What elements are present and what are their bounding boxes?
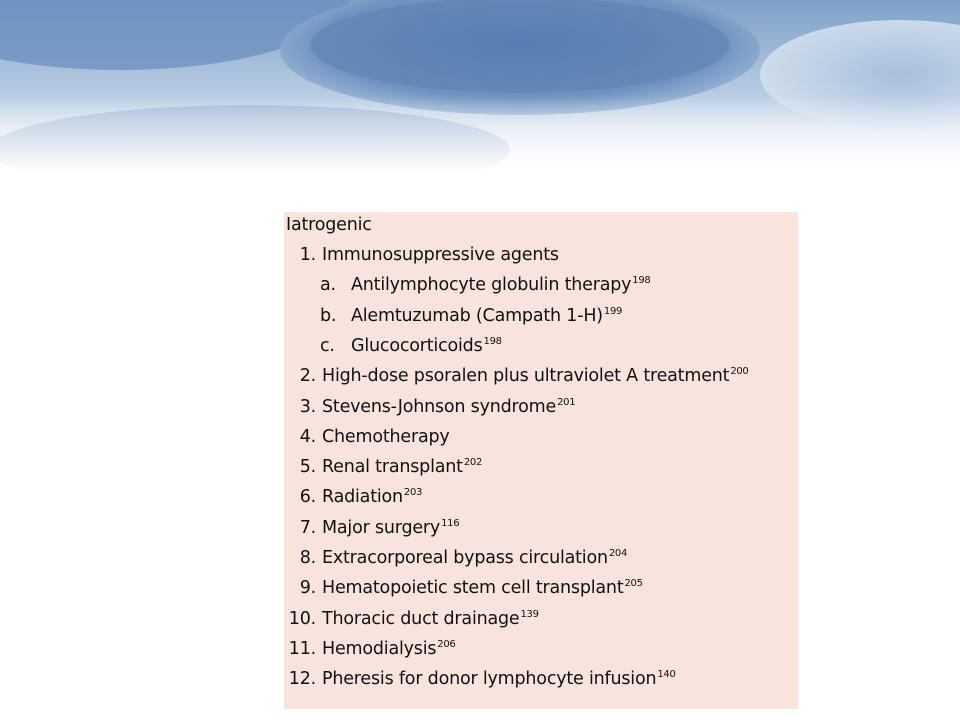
list-item bbox=[284, 604, 798, 634]
list-item bbox=[284, 331, 798, 361]
list-item-label: Glucocorticoids bbox=[351, 335, 483, 356]
reference-superscript: 202 bbox=[463, 457, 483, 469]
list-item-number: 11. bbox=[288, 638, 316, 659]
reference-superscript: 206 bbox=[437, 638, 456, 650]
list-item-text bbox=[351, 270, 650, 300]
list-item-text bbox=[322, 604, 539, 634]
list-item-label: High-dose psoralen plus ultraviolet A treatment bbox=[322, 366, 730, 387]
list-item bbox=[284, 664, 798, 694]
list-item-text bbox=[322, 573, 643, 603]
list-item-label: Hemodialysis bbox=[322, 638, 437, 659]
list-item-number: 9. bbox=[299, 578, 316, 599]
list-item-label: Antilymphocyte globulin therapy bbox=[351, 275, 632, 296]
list-item-text bbox=[322, 513, 459, 543]
list-item-label: Alemtuzumab (Campath 1-H) bbox=[351, 305, 603, 326]
list-item-text bbox=[322, 664, 676, 694]
list-item-text bbox=[322, 392, 575, 422]
list-item-number: 8. bbox=[299, 548, 316, 568]
reference-superscript: 200 bbox=[730, 366, 749, 378]
list-item-text bbox=[322, 634, 455, 664]
list-item bbox=[284, 634, 798, 664]
list-item bbox=[284, 573, 798, 603]
reference-superscript: 205 bbox=[624, 578, 643, 590]
list-item bbox=[284, 361, 798, 391]
list-item-text bbox=[322, 361, 749, 391]
list-item bbox=[284, 543, 798, 573]
list-item-number: 4. bbox=[299, 426, 316, 447]
list-item-number: 12. bbox=[288, 669, 316, 690]
list-item-label: Extracorporeal bypass circulation bbox=[322, 548, 608, 568]
list-item-label: Thoracic duct drainage bbox=[322, 608, 520, 629]
reference-superscript: 116 bbox=[441, 517, 460, 529]
list-item bbox=[284, 452, 798, 482]
list-item-label: Major surgery bbox=[322, 517, 441, 538]
decorative-banner bbox=[0, 0, 960, 175]
list-item bbox=[284, 392, 798, 422]
reference-superscript: 201 bbox=[557, 396, 576, 408]
list-item bbox=[284, 240, 798, 270]
list-item-number: c. bbox=[320, 335, 335, 356]
list-item-number: 7. bbox=[299, 517, 316, 538]
list-item-number: 2. bbox=[299, 366, 316, 387]
reference-superscript: 199 bbox=[603, 305, 623, 317]
list-item-number: a. bbox=[320, 275, 336, 296]
list-item-label: Renal transplant bbox=[322, 457, 463, 478]
list-item bbox=[284, 482, 798, 512]
list-item-label: Chemotherapy bbox=[322, 426, 450, 447]
list-item bbox=[284, 270, 798, 300]
list-item-text bbox=[351, 301, 622, 331]
list-item-number: 3. bbox=[299, 396, 316, 417]
list-item-label: Pheresis for donor lymphocyte infusion bbox=[322, 669, 657, 690]
list-item-text bbox=[322, 240, 559, 270]
list-item-label: Radiation bbox=[322, 487, 403, 508]
list-item-text bbox=[322, 482, 422, 512]
reference-superscript: 139 bbox=[520, 608, 539, 620]
reference-superscript: 140 bbox=[657, 669, 676, 681]
list-item-text bbox=[322, 452, 482, 482]
list-item bbox=[284, 301, 798, 331]
list-item-number: 1. bbox=[299, 245, 316, 265]
iatrogenic-causes-table bbox=[284, 212, 798, 709]
table-heading: Iatrogenic bbox=[286, 215, 372, 235]
list-item-text bbox=[322, 422, 450, 452]
list-item-label: Immunosuppressive agents bbox=[322, 245, 559, 265]
list-item-text bbox=[351, 331, 502, 361]
list-item-number: 6. bbox=[299, 487, 316, 508]
list-item bbox=[284, 422, 798, 452]
reference-superscript: 198 bbox=[483, 335, 502, 347]
list-item-number: b. bbox=[320, 305, 337, 326]
list-item bbox=[284, 513, 798, 543]
reference-superscript: 198 bbox=[632, 275, 651, 287]
list-item-number: 5. bbox=[299, 457, 316, 478]
list-item-label: Hematopoietic stem cell transplant bbox=[322, 578, 624, 599]
reference-superscript: 203 bbox=[403, 487, 423, 499]
list-item-label: Stevens-Johnson syndrome bbox=[322, 396, 557, 417]
list-item-number: 10. bbox=[288, 608, 316, 629]
list-item-text bbox=[322, 543, 627, 573]
reference-superscript: 204 bbox=[608, 548, 628, 559]
